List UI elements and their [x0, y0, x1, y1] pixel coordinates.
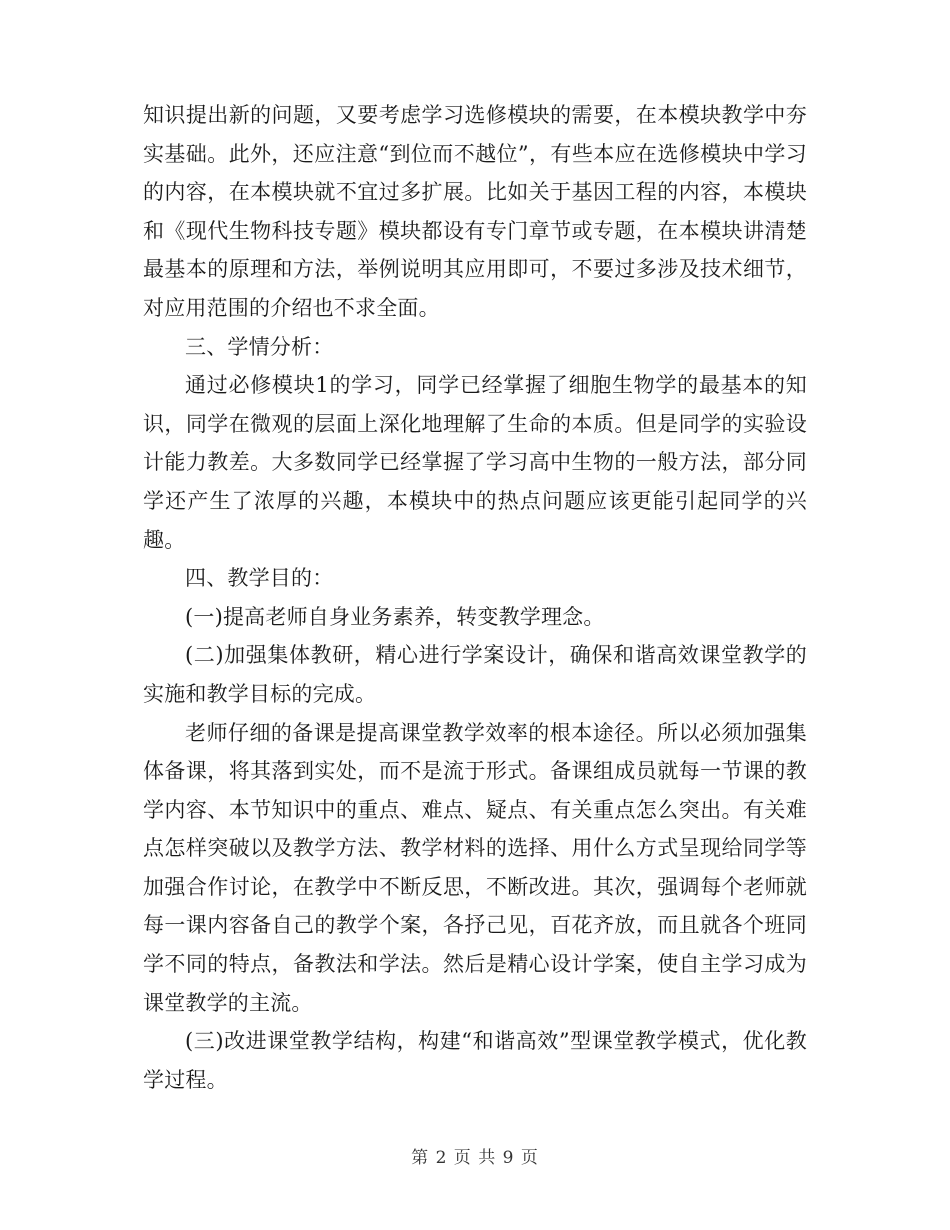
goal-item-3: (三)改进课堂教学结构，构建“和谐高效”型课堂教学模式，优化教学过程。 [143, 1029, 807, 1092]
paragraph-continuation: 知识提出新的问题，又要考虑学习选修模块的需要，在本模块教学中夯实基础。此外，还应注意“到位而不越位”，有些本应在选修模块中学习的内容，在本模块就不宜过多扩展。比如关于基因工程的内容，本模块和《现代生物科技专题》模块都设有专门章节或专题，在本模块讲清楚最基本的原理和方法，举例说明其应用即可，不要过多涉及技术细节，对应用范围的介绍也不求全面。 [143, 103, 807, 320]
paragraph-student-analysis: 通过必修模块1的学习，同学已经掌握了细胞生物学的最基本的知识，同学在微观的层面上深化地理解了生命的本质。但是同学的实验设计能力教差。大多数同学已经掌握了学习高中生物的一般方法，部分同学还产生了浓厚的兴趣，本模块中的热点问题应该更能引起同学的兴趣。 [143, 373, 807, 552]
goal-item-2: (二)加强集体教研，精心进行学案设计，确保和谐高效课堂教学的实施和教学目标的完成。 [143, 643, 807, 706]
page-number-footer: 第 2 页 共 9 页 [411, 1148, 539, 1168]
goal-item-1: (一)提高老师自身业务素养，转变教学理念。 [185, 604, 605, 629]
document-body [143, 96, 807, 1099]
paragraph-lesson-preparation: 老师仔细的备课是提高课堂教学效率的根本途径。所以必须加强集体备课，将其落到实处，而不是流于形式。备课组成员就每一节课的教学内容、本节知识中的重点、难点、疑点、有关重点怎么突出。有关难点怎样突破以及教学方法、教学材料的选择、用什么方式呈现给同学等加强合作讨论，在教学中不断反思，不断改进。其次，强调每个老师就每一课内容备自己的教学个案，各抒己见，百花齐放，而且就各个班同学不同的特点，备教法和学法。然后是精心设计学案，使自主学习成为课堂教学的主流。 [143, 720, 807, 1015]
section-heading-student-analysis: 三、学情分析： [185, 334, 334, 359]
section-heading-teaching-goals: 四、教学目的： [185, 566, 334, 591]
